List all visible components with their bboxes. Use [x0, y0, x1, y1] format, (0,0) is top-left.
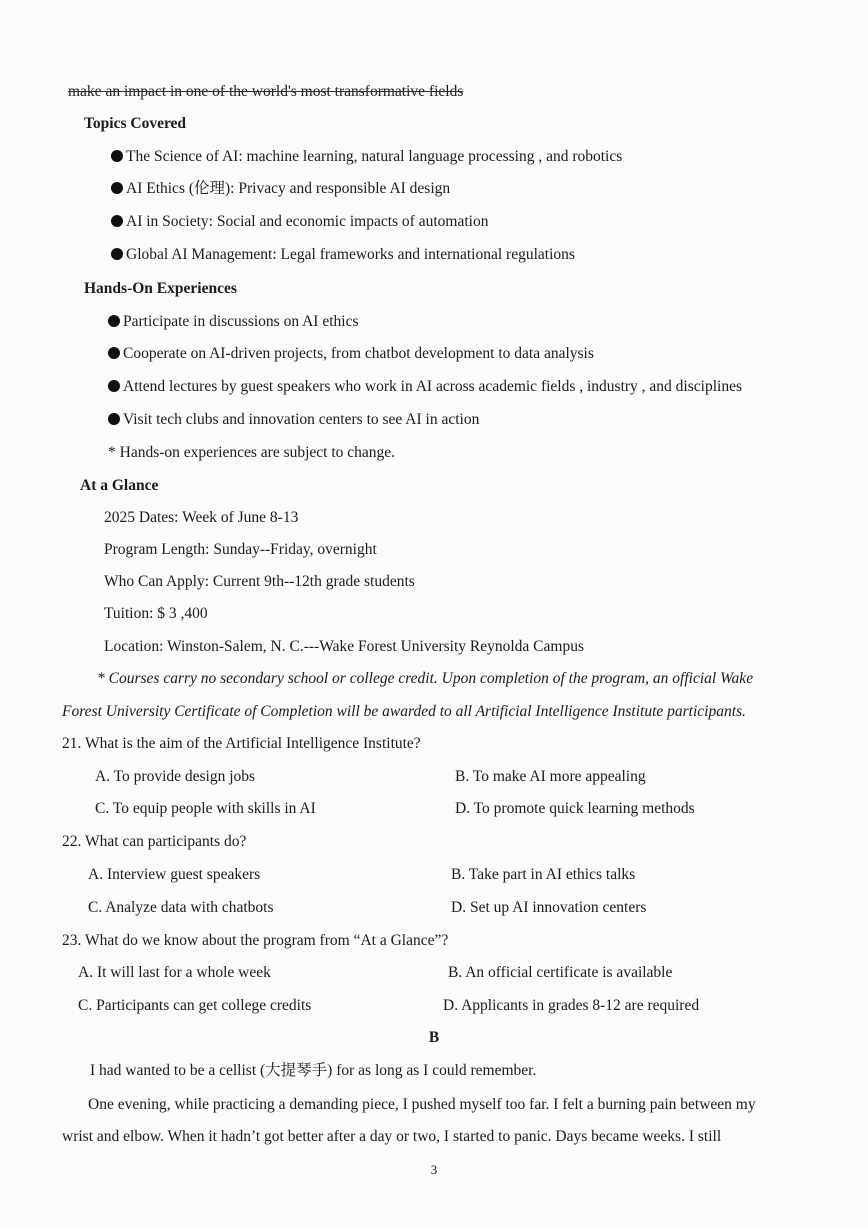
option-c: C. To equip people with skills in AI: [95, 800, 316, 817]
glance-item: Tuition: $ 3 ,400: [104, 605, 208, 622]
option-b: B. To make AI more appealing: [455, 768, 646, 785]
passage-paragraph: wrist and elbow. When it hadn’t got better after a day or two, I started to panic. Days became weeks. I still: [62, 1128, 722, 1145]
bullet-icon: [108, 347, 120, 359]
hands-on-item: Participate in discussions on AI ethics: [108, 312, 358, 332]
hands-on-item: Visit tech clubs and innovation centers to see AI in action: [108, 410, 479, 430]
hands-on-item: Attend lectures by guest speakers who work in AI across academic fields , industry , and disciplines: [108, 377, 742, 397]
question-stem: 23. What do we know about the program from “At a Glance”?: [62, 932, 449, 949]
option-a: A. It will last for a whole week: [78, 964, 271, 981]
question-stem: 21. What is the aim of the Artificial Intelligence Institute?: [62, 735, 421, 752]
bullet-icon: [108, 380, 120, 392]
topics-heading: Topics Covered: [84, 115, 187, 132]
section-label: B: [428, 1029, 440, 1046]
hands-on-heading: Hands-On Experiences: [84, 280, 237, 297]
option-d: D. Applicants in grades 8-12 are required: [443, 997, 700, 1014]
hands-on-item: Cooperate on AI-driven projects, from chatbot development to data analysis: [108, 344, 594, 364]
passage-paragraph: I had wanted to be a cellist (大提琴手) for as long as I could remember.: [90, 1062, 537, 1079]
option-c: C. Participants can get college credits: [78, 997, 312, 1014]
bullet-icon: [108, 315, 120, 327]
option-a: A. To provide design jobs: [95, 768, 256, 785]
option-b: B. Take part in AI ethics talks: [451, 866, 636, 883]
glance-item: 2025 Dates: Week of June 8-13: [104, 509, 299, 526]
topic-item: AI Ethics (伦理): Privacy and responsible AI design: [111, 179, 450, 199]
intro-tail: make an impact in one of the world's most transformative fields: [68, 83, 464, 100]
bullet-icon: [111, 248, 123, 260]
bullet-icon: [108, 413, 120, 425]
page-number: 3: [430, 1162, 438, 1177]
hands-on-note: * Hands-on experiences are subject to change.: [108, 444, 396, 461]
option-c: C. Analyze data with chatbots: [88, 899, 274, 916]
glance-item: Program Length: Sunday--Friday, overnight: [104, 541, 377, 558]
bullet-icon: [111, 182, 123, 194]
option-d: D. To promote quick learning methods: [455, 800, 695, 817]
option-b: B. An official certificate is available: [448, 964, 673, 981]
glance-item: Location: Winston-Salem, N. C.---Wake Forest University Reynolda Campus: [104, 638, 584, 655]
glance-heading: At a Glance: [80, 477, 159, 494]
topic-item: Global AI Management: Legal frameworks and international regulations: [111, 245, 575, 265]
bullet-icon: [111, 215, 123, 227]
glance-item: Who Can Apply: Current 9th--12th grade students: [104, 573, 415, 590]
bullet-icon: [111, 150, 123, 162]
option-d: D. Set up AI innovation centers: [451, 899, 647, 916]
glance-note-line1: * Courses carry no secondary school or college credit. Upon completion of the program, an official Wake: [97, 670, 754, 687]
question-stem: 22. What can participants do?: [62, 833, 247, 850]
option-a: A. Interview guest speakers: [88, 866, 261, 883]
glance-note-line2: Forest University Certificate of Completion will be awarded to all Artificial Intelligence Institute participants.: [62, 703, 746, 720]
topic-item: The Science of AI: machine learning, natural language processing , and robotics: [111, 147, 622, 167]
passage-paragraph: One evening, while practicing a demanding piece, I pushed myself too far. I felt a burning pain between my: [88, 1096, 756, 1113]
topic-item: AI in Society: Social and economic impacts of automation: [111, 212, 488, 232]
